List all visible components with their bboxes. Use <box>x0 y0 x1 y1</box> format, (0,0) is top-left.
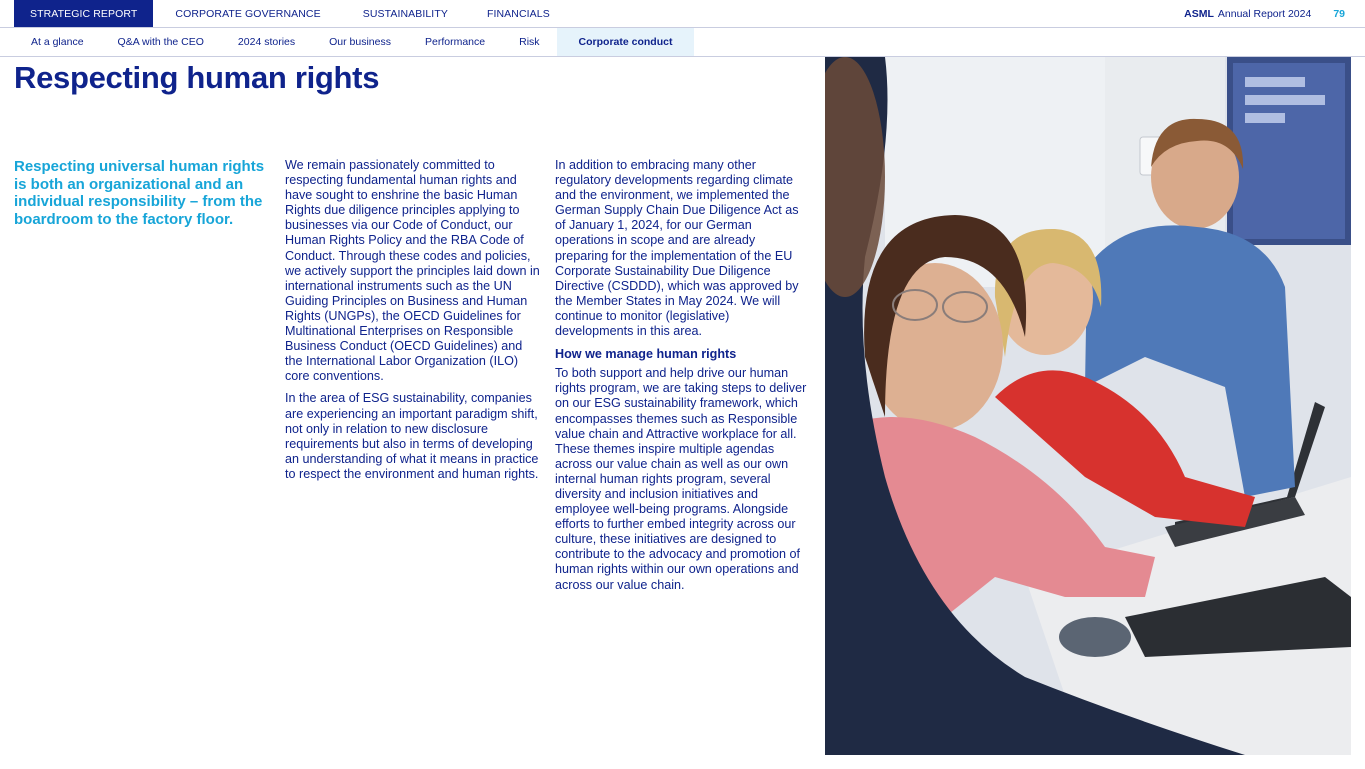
tab-strategic-report[interactable]: STRATEGIC REPORT <box>14 0 153 27</box>
report-title: Annual Report 2024 <box>1217 8 1312 20</box>
tab-sustainability[interactable]: SUSTAINABILITY <box>362 8 448 20</box>
body-column-1 <box>285 158 541 489</box>
office-photo <box>825 57 1351 755</box>
subtab-performance[interactable]: Performance <box>425 36 486 48</box>
paragraph-regulatory: In addition to embracing many other regulatory developments regarding climate and the environment, we implemented the German Supply Chain Due Diligence Act as of January 1, 2024, for our German operations in scope and are already preparing for the implementation of the EU Corporate Sustainability Due Diligence Directive (CSDDD), which was approved by the Member States in May 2024. We will continue to monitor (legislative) developments in this area. <box>555 158 799 339</box>
report-info <box>1184 0 1345 27</box>
page-number: 79 <box>1333 8 1345 20</box>
subtab-our-business[interactable]: Our business <box>329 36 391 48</box>
paragraph-esg-shift: In the area of ESG sustainability, companies are experiencing an important paradigm shift, not only in relation to new disclosure requirements but also in terms of developing an understanding of what it means in practice to respect the environment and human rights. <box>285 391 539 481</box>
subtab-risk[interactable]: Risk <box>519 36 540 48</box>
subtab-at-a-glance[interactable]: At a glance <box>31 36 84 48</box>
subsection-tabs <box>14 28 694 56</box>
body-column-2 <box>555 158 811 600</box>
intro-statement: Respecting universal human rights is both an organizational and an individual responsibility – from the boardroom to the factory floor. <box>14 158 265 228</box>
paragraph-program: To both support and help drive our human rights program, we are taking steps to deliver on our ESG sustainability framework, which encompasses themes such as Responsible value chain and Attractive workplace for all. These themes inspire multiple agendas across our value chain as well as our own internal human rights program, several diversity and inclusion initiatives and employee well-being programs. Alongside efforts to further embed integrity across our culture, these initiatives are designed to contribute to the advocacy and promotion of human rights within our own operations and across our value chain. <box>555 366 807 592</box>
sub-navigation-bar <box>0 28 1365 57</box>
brand-name: ASML <box>1184 8 1214 20</box>
tab-corporate-governance[interactable]: CORPORATE GOVERNANCE <box>175 8 321 20</box>
paragraph-commitment: We remain passionately committed to respecting fundamental human rights and have sought to enshrine the basic Human Rights due diligence principles applying to businesses via our Code of Conduct, our Human Rights Policy and the RBA Code of Conduct. Through these codes and policies, we actively support the principles laid down in international instruments such as the UN Guiding Principles on Business and Human Rights (UNGPs), the OECD Guidelines for Multinational Enterprises on Responsible Business Conduct (OECD Guidelines) and the International Labor Organization (ILO) core conventions. <box>285 158 540 384</box>
subtab-corporate-conduct[interactable]: Corporate conduct <box>557 28 695 56</box>
section-heading: How we manage human rights <box>555 347 737 362</box>
section-tabs <box>14 0 569 27</box>
page-title: Respecting human rights <box>14 60 380 95</box>
top-navigation-bar <box>0 0 1365 28</box>
subtab-2024-stories[interactable]: 2024 stories <box>237 36 296 48</box>
subtab-qa-with-ceo[interactable]: Q&A with the CEO <box>117 36 204 48</box>
tab-financials[interactable]: FINANCIALS <box>486 8 550 20</box>
